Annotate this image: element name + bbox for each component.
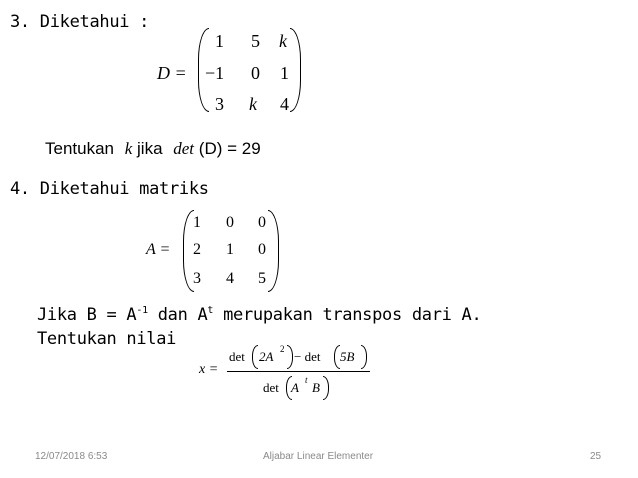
denominator-b: B xyxy=(312,380,320,395)
problem-4-label: 4. Diketahui matriks xyxy=(10,179,209,199)
matrix-d-cell: 3 xyxy=(215,94,224,114)
matrix-a-cell: 1 xyxy=(193,214,201,231)
numerator-right-paren-2 xyxy=(361,345,367,369)
denominator-a: A xyxy=(291,380,299,395)
matrix-a-name: A = xyxy=(146,241,171,258)
task-mid: jika xyxy=(137,139,163,158)
matrix-d-right-paren xyxy=(290,28,301,112)
numerator-minus-det: − det xyxy=(294,349,321,364)
task-det: det xyxy=(173,139,195,158)
line1-part-b: dan A xyxy=(147,305,208,325)
line1-sup-inverse: -1 xyxy=(136,305,148,316)
numerator-det-1: det xyxy=(229,349,245,364)
problem-4-line-1 xyxy=(37,305,481,325)
denominator-right-paren xyxy=(323,376,329,400)
matrix-d-cell: k xyxy=(249,94,257,114)
line1-part-c: merupakan transpos dari A. xyxy=(213,305,482,325)
matrix-d-cell: 1 xyxy=(280,63,289,83)
task-prefix: Tentukan xyxy=(45,139,114,158)
line1-part-a: Jika B = A xyxy=(37,305,137,325)
numerator-exponent: 2 xyxy=(280,344,285,354)
matrix-d-cell: k xyxy=(279,31,287,51)
task-suffix: (D) = 29 xyxy=(198,139,261,158)
problem-3-task xyxy=(45,139,261,159)
numerator-arg-2: 5B xyxy=(340,349,355,364)
matrix-a-cell: 0 xyxy=(258,214,266,231)
matrix-a-right-paren xyxy=(268,210,279,292)
numerator-left-paren-1 xyxy=(252,345,258,369)
matrix-a-cell: 3 xyxy=(193,270,201,287)
matrix-a-cell: 5 xyxy=(258,270,266,287)
footer-page-number: 25 xyxy=(590,451,602,462)
denominator-det: det xyxy=(263,380,279,395)
matrix-a-cell: 0 xyxy=(226,214,234,231)
line1-sup-transpose: t xyxy=(207,305,214,316)
problem-4-line-2: Tentukan nilai xyxy=(37,329,177,349)
matrix-d-cell: 4 xyxy=(280,94,289,114)
task-var: k xyxy=(124,139,133,158)
numerator-right-paren-1 xyxy=(287,345,293,369)
denominator-exponent: t xyxy=(305,375,308,385)
footer-course: Aljabar Linear Elementer xyxy=(263,451,374,462)
matrix-d-cell: 5 xyxy=(251,31,260,51)
matrix-d-cell: 0 xyxy=(251,63,260,83)
footer-date: 12/07/2018 6:53 xyxy=(35,451,108,462)
matrix-d-cell: −1 xyxy=(205,63,225,83)
matrix-d-name: D = xyxy=(157,63,187,83)
matrix-a-cell: 2 xyxy=(193,241,201,258)
matrix-a-cell: 0 xyxy=(258,241,266,258)
matrix-a-cell: 4 xyxy=(226,270,234,287)
formula-lhs: x = xyxy=(199,362,219,377)
problem-3-label: 3. Diketahui : xyxy=(10,12,150,32)
numerator-arg-1: 2A xyxy=(259,349,274,364)
matrix-a-cell: 1 xyxy=(226,241,234,258)
matrix-d-cell: 1 xyxy=(215,31,224,51)
fraction-bar xyxy=(227,371,370,372)
